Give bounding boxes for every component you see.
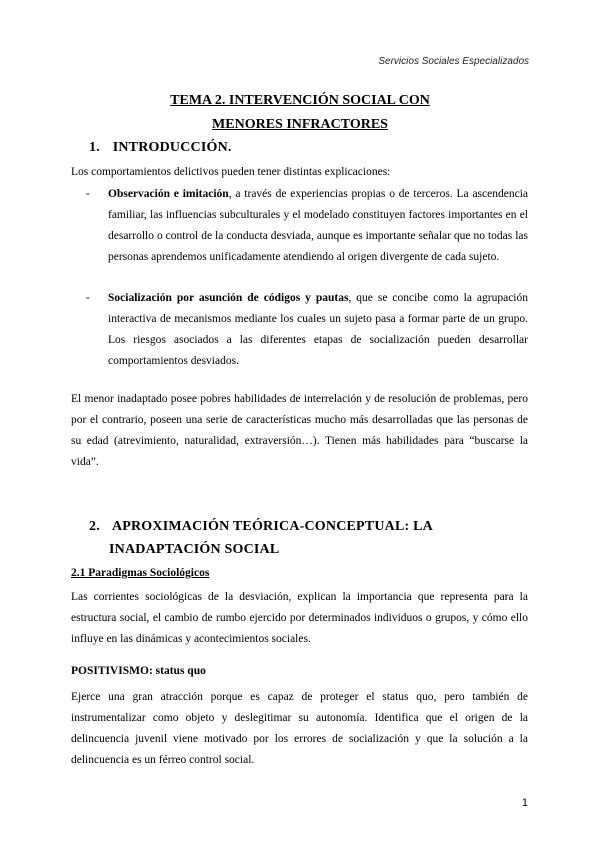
section1-intro: Los comportamientos delictivos pueden tener distintas explicaciones:: [71, 166, 391, 178]
bullet-item: [86, 288, 528, 372]
bullet-term: Observación e imitación: [108, 188, 229, 200]
section2-title-line1: APROXIMACIÓN TEÓRICA-CONCEPTUAL: LA: [111, 519, 433, 534]
bullet-text: [108, 184, 528, 268]
bullet-term: Socialización por asunción de códigos y pautas: [108, 292, 349, 304]
section1-number: 1.: [89, 140, 100, 155]
section2-heading: [89, 519, 433, 535]
section1-heading: [89, 140, 232, 156]
section1-paragraph: El menor inadaptado posee pobres habilidades de interrelación y de resolución de problemas, pero por el contrario, poseen una serie de características mucho más desarrolladas que las personas de su edad (atrevimiento, naturalidad, extraversión…). Tienen más habilidades para “buscarse la vida”.: [71, 393, 528, 468]
document-title-line2: MENORES INFRACTORES: [212, 117, 388, 132]
section1-title: INTRODUCCIÓN.: [112, 140, 232, 155]
positivism-heading: POSITIVISMO: status quo: [71, 665, 206, 677]
subsection-heading: 2.1 Paradigmas Sociológicos: [71, 567, 210, 579]
document-title-line1: TEMA 2. INTERVENCIÓN SOCIAL CON: [170, 93, 430, 108]
page-number: 1: [521, 797, 528, 809]
bullet-text: [108, 288, 528, 372]
bullet-body: , que se concibe como la agrupación interactiva de mecanismos mediante los cuales un sujeto pasa a formar parte de un grupo. Los riesgos asociados a las diferentes etapas de socialización pueden desarrollar comportamientos desviados.: [108, 292, 528, 367]
bullet-item: [86, 184, 528, 268]
section2-title-line2: INADAPTACIÓN SOCIAL: [109, 542, 280, 557]
bullet-dash: -: [86, 292, 90, 304]
bullet-dash: -: [86, 188, 90, 200]
section2-number: 2.: [89, 519, 100, 534]
running-header: Servicios Sociales Especializados: [378, 56, 529, 67]
bullet-body: , a través de experiencias propias o de terceros. La ascendencia familiar, las influencias subculturales y el modelado constituyen factores importantes en el desarrollo o control de la conducta desviada, aunque es importante señalar que no todas las personas aprendemos unificadamente atendiendo al origen divergente de cada sujeto.: [108, 188, 528, 263]
section2-paragraph: Las corrientes sociológicas de la desviación, explican la importancia que representa para la estructura social, el cambio de rumbo ejercido por determinados individuos o grupos, y cómo ello influye en las dinámicas y acontecimientos sociales.: [71, 591, 528, 645]
positivism-paragraph: Ejerce una gran atracción porque es capaz de proteger el status quo, pero también de instrumentalizar como objeto y deslegitimar su autonomía. Identifica que el origen de la delincuencia juvenil viene motivado por los errores de socialización y que la solución a la delincuencia es un férreo control social.: [71, 691, 528, 766]
